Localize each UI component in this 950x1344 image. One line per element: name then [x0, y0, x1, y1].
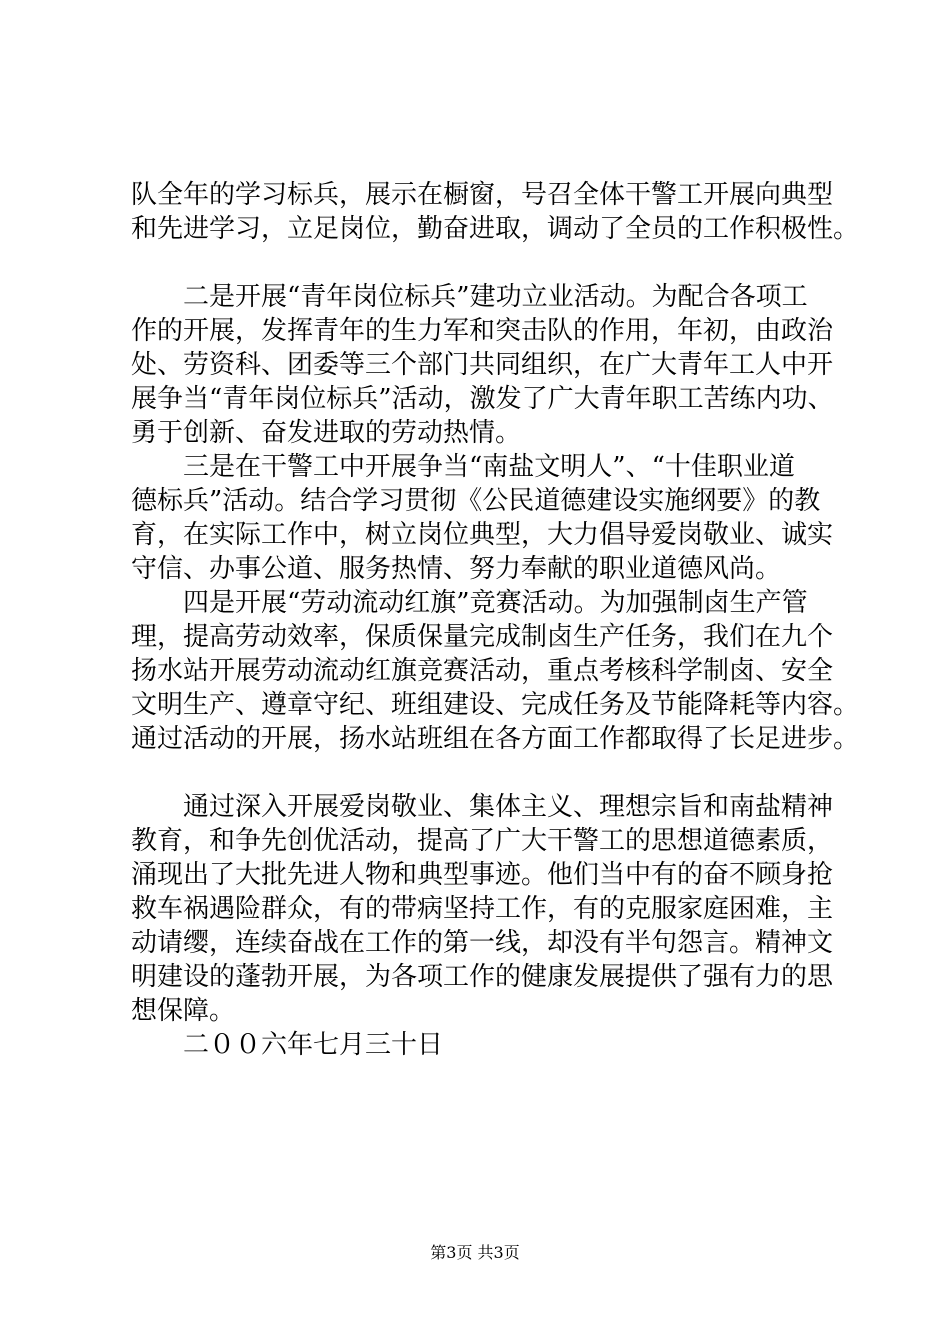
date-line: 二００六年七月三十日 [183, 1030, 444, 1060]
page-number-footer: 第3页 共3页 [430, 1243, 520, 1262]
body-line: 扬水站开展劳动流动红旗竞赛活动，重点考核科学制卤、安全 [131, 656, 834, 686]
paragraph-start-line: 通过深入开展爱岗敬业、集体主义、理想宗旨和南盐精神 [183, 792, 834, 822]
paragraph-start-line: 二是开展“青年岗位标兵”建功立业活动。为配合各项工 [183, 282, 808, 312]
body-line: 理，提高劳动效率，保质保量完成制卤生产任务，我们在九个 [131, 622, 834, 652]
body-line: 涌现出了大批先进人物和典型事迹。他们当中有的奋不顾身抢 [131, 860, 834, 890]
body-line: 德标兵”活动。结合学习贯彻《公民道德建设实施纲要》的教 [131, 486, 821, 516]
body-line: 作的开展，发挥青年的生力军和突击队的作用，年初，由政治 [131, 316, 834, 346]
body-line: 守信、办事公道、服务热情、努力奉献的职业道德风尚。 [131, 554, 782, 584]
body-line: 明建设的蓬勃开展，为各项工作的健康发展提供了强有力的思 [131, 962, 834, 992]
body-line: 通过活动的开展，扬水站班组在各方面工作都取得了长足进步。 [131, 724, 860, 754]
body-line: 育，在实际工作中，树立岗位典型，大力倡导爱岗敬业、诚实 [131, 520, 834, 550]
body-line: 动请缨，连续奋战在工作的第一线，却没有半句怨言。精神文 [131, 928, 834, 958]
body-line: 文明生产、遵章守纪、班组建设、完成任务及节能降耗等内容。 [131, 690, 860, 720]
body-line: 和先进学习，立足岗位，勤奋进取，调动了全员的工作积极性。 [131, 214, 860, 244]
body-line: 想保障。 [131, 996, 236, 1026]
paragraph-start-line: 四是开展“劳动流动红旗”竞赛活动。为加强制卤生产管 [183, 588, 808, 618]
body-line: 展争当“青年岗位标兵”活动，激发了广大青年职工苦练内功、 [131, 384, 834, 414]
body-line: 队全年的学习标兵，展示在橱窗，号召全体干警工开展向典型 [131, 180, 834, 210]
body-line: 教育，和争先创优活动，提高了广大干警工的思想道德素质， [131, 826, 834, 856]
body-line: 处、劳资科、团委等三个部门共同组织，在广大青年工人中开 [131, 350, 834, 380]
paragraph-start-line: 三是在干警工中开展争当“南盐文明人”、“十佳职业道 [183, 452, 795, 482]
body-line: 勇于创新、奋发进取的劳动热情。 [131, 418, 522, 448]
body-line: 救车祸遇险群众，有的带病坚持工作，有的克服家庭困难，主 [131, 894, 834, 924]
